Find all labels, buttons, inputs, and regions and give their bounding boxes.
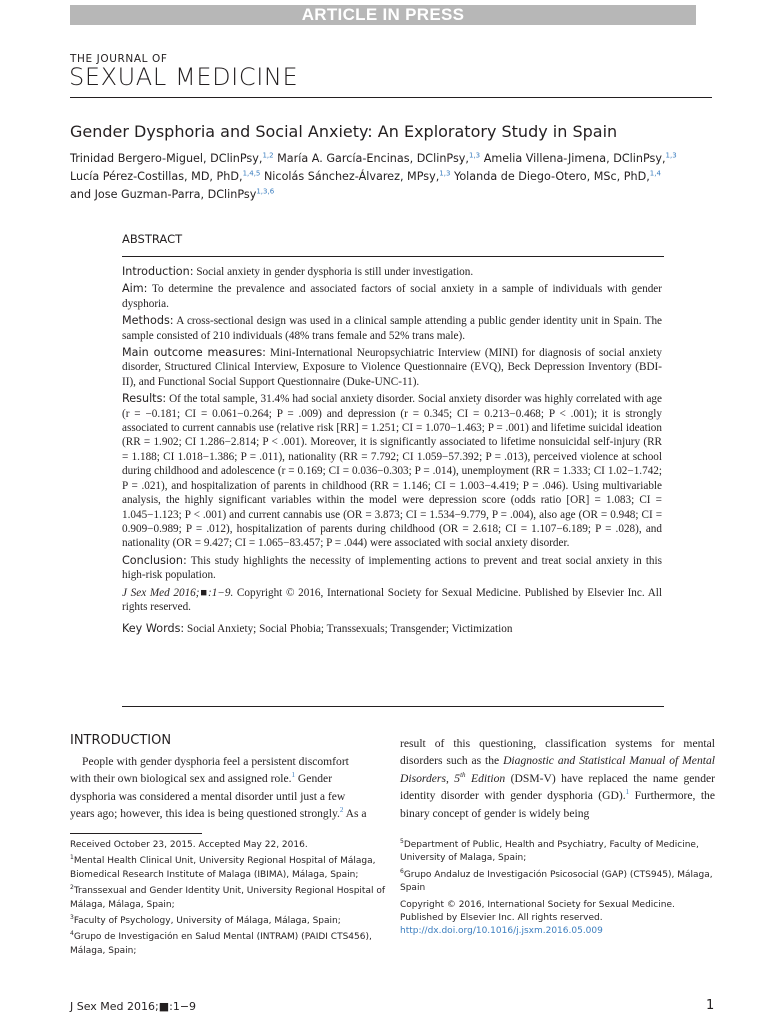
reference-link[interactable]: 2 (339, 806, 344, 815)
affiliation-footnote: $^3$Faculty of Psychology, University of Málaga, Málaga, Spain; (70, 914, 341, 927)
affiliation-footnote: $^1$Mental Health Clinical Unit, University Regional Hospital of Málaga, Biomedical Research Institute of Malaga (IBIMA), Málaga, Spain; (70, 854, 376, 880)
doi-link[interactable]: http://dx.doi.org/10.1016/j.jsxm.2016.05.009 (400, 926, 603, 937)
abstract-label: Key Words: (122, 622, 185, 636)
abstract-introduction: Introduction: Social anxiety in gender dysphoria is still under investigation. (122, 265, 474, 278)
journal-name: SEXUAL MEDICINE (69, 63, 299, 91)
page-number: 1 (706, 998, 715, 1013)
author-affiliation[interactable]: 1,3,6 (256, 187, 275, 196)
author: Yolanda de Diego-Otero, MSc, PhD, (453, 170, 650, 183)
abstract-heading: ABSTRACT (122, 232, 183, 246)
text-line: years ago; however, this idea is being questioned strongly.$^2$ As a (70, 806, 367, 821)
affiliation-footnote: $^2$Transsexual and Gender Identity Unit, University Regional Hospital of Málaga, Málaga, Spain; (70, 884, 386, 910)
text-line: People with gender dysphoria feel a persistent discomfort (82, 755, 349, 768)
received-dates: Received October 23, 2015. Accepted May 22, 2016. (70, 840, 308, 850)
author-affiliation[interactable]: 1,3 (439, 169, 451, 178)
citation-ref: J Sex Med 2016;■:1−9. (122, 586, 234, 599)
abstract-label: Methods: (122, 314, 174, 328)
affiliation-footnote: $^5$Department of Public, Health and Psychiatry, Faculty of Medicine, University of Malaga, Spain; (400, 838, 699, 864)
abstract-label: Results: (122, 392, 167, 406)
footnotes-left (70, 839, 390, 961)
footnote-rule (70, 833, 202, 834)
author: and Jose Guzman-Parra, DClinPsy (70, 188, 257, 201)
author: María A. García-Encinas, DClinPsy, (277, 152, 469, 165)
author-affiliation[interactable]: 1,4 (649, 169, 661, 178)
abstract-label: Introduction: (122, 265, 194, 278)
author: Amelia Villena-Jimena, DClinPsy, (483, 152, 666, 165)
author: Nicolás Sánchez-Álvarez, MPsy, (263, 170, 440, 183)
abstract-aim: Aim: To determine the prevalence and associated factors of social anxiety in a sample of individuals with gender dysphoria. (122, 282, 662, 310)
abstract-bottom-rule (122, 706, 664, 707)
text-line: with their own biological sex and assigned role.$^1$ Gender (70, 771, 333, 786)
introduction-right-column: result of this questioning, classification systems for mental disorders such as the Diagnostic and Statistical Manual of Mental Disorders, 5th Edition (DSM-V) have replaced the name gender identity disorder with gender dysphoria (GD).$^1$ Furthermore, the binary concept of gender is widely being (400, 737, 715, 820)
footer-citation: J Sex Med 2016;■:1−9 (70, 1000, 197, 1013)
article-in-press-banner: ARTICLE IN PRESS (70, 5, 696, 25)
abstract-label: Conclusion: (122, 553, 187, 567)
reference-link[interactable]: 1 (291, 771, 296, 780)
text-line: dysphoria was considered a mental disorder until just a few (70, 789, 346, 803)
author: Lucía Pérez-Costillas, MD, PhD, (70, 170, 243, 183)
copyright-notice: Copyright © 2016, International Society for Sexual Medicine. Published by Elsevier Inc. All rights reserved. (400, 899, 675, 924)
abstract-label: Aim: (122, 282, 148, 296)
abstract-measures: Main outcome measures: Mini-International Neuropsychiatric Interview (MINI) for diagnosis of social anxiety disorder, Structured Clinical Interview, Exposure to Violence Questionnaire (EVQ), Beck Depression Inventory (BDI-II), and Functional Social Support Questionnaire (Duke-UNC-11). (122, 346, 662, 388)
introduction-left-column (70, 753, 384, 823)
journal-name-small: THE JOURNAL OF (70, 53, 168, 65)
author-list (70, 150, 710, 204)
affiliation-footnote: $^6$Grupo Andaluz de Investigación Psicosocial (GAP) (CTS945), Málaga, Spain (400, 867, 713, 894)
reference-link[interactable]: 1 (625, 788, 630, 797)
abstract-body (122, 265, 662, 640)
introduction-heading: INTRODUCTION (70, 733, 172, 748)
abstract-citation: J Sex Med 2016;■:1−9. Copyright © 2016, International Society for Sexual Medicine. Published by Elsevier Inc. All rights reserved. (122, 586, 662, 613)
abstract-keywords: Key Words: Social Anxiety; Social Phobia; Transsexuals; Transgender; Victimization (122, 622, 513, 636)
author-affiliation[interactable]: 1,2 (262, 151, 274, 160)
author-affiliation[interactable]: 1,3 (468, 151, 481, 160)
abstract-methods: Methods: A cross-sectional design was used in a clinical sample attending a public gender identity unit in Spain. The sample consisted of 210 individuals (48% trans female and 52% trans male). (122, 314, 663, 342)
abstract-label: Main outcome measures: (122, 346, 266, 360)
footnotes-right (400, 839, 720, 942)
author-affiliation[interactable]: 1,4,5 (242, 169, 261, 178)
affiliation-footnote: $^4$Grupo de Investigación en Salud Mental (INTRAM) (PAIDI CTS456), Málaga, Spain; (70, 930, 372, 956)
abstract-conclusion: Conclusion: This study highlights the necessity of implementing actions to prevent and treat social anxiety in this high-risk population. (122, 553, 662, 582)
header-rule (70, 97, 712, 98)
author-affiliation[interactable]: 1,3 (665, 151, 677, 160)
abstract-results: Results: Of the total sample, 31.4% had social anxiety disorder. Social anxiety disorder was highly correlated with age (r = −0.181; CI = 0.061−0.264; P = .009) and depression (r = 0.345; CI = 0.213−0.468; P < .001); it is strongly associated to current cannabis use (relative risk [RR] = 1.251; CI = 1.070−1.463; P = .001) and lifetime suicidal ideation (RR = 1.902; CI 1.286−2.814; P < .001). Moreover, it is significantly associated to lifetime nonsuicidal self-injury (RR = 1.188; CI 1.018−1.386; P = .011), nationality (RR = 7.792; CI 1.059−57.392; P = .013), perceived violence at school during childhood and adolescence (r = 0.169; CI = 0.036−0.303; P = .014), unemployment (RR = 1.333; CI 1.02−1.742; P = .021), and hospitalization of parents in childhood (RR = 1.146; CI = 1.003−4.419; P = .046). Using multivariable analysis, the highly significant variables within the model were depression score (odds ratio [OR] = 1.083; CI = 1.045−1.123; P < .001) and current cannabis use (OR = 3.873; CI = 1.534−9.779, P = .004), also age (OR = 0.948; CI = 0.909−0.989; P = .012), hospitalization of parents during childhood (OR = 2.618; CI = 1.107−6.189; P = .028), and nationality (OR = 9.427; CI = 1.065−83.457; P = .044) were associated with social anxiety disorder. (122, 392, 662, 550)
article-title: Gender Dysphoria and Social Anxiety: An Exploratory Study in Spain (70, 122, 618, 141)
abstract-top-rule (122, 256, 664, 257)
author: Trinidad Bergero-Miguel, DClinPsy, (70, 152, 263, 165)
